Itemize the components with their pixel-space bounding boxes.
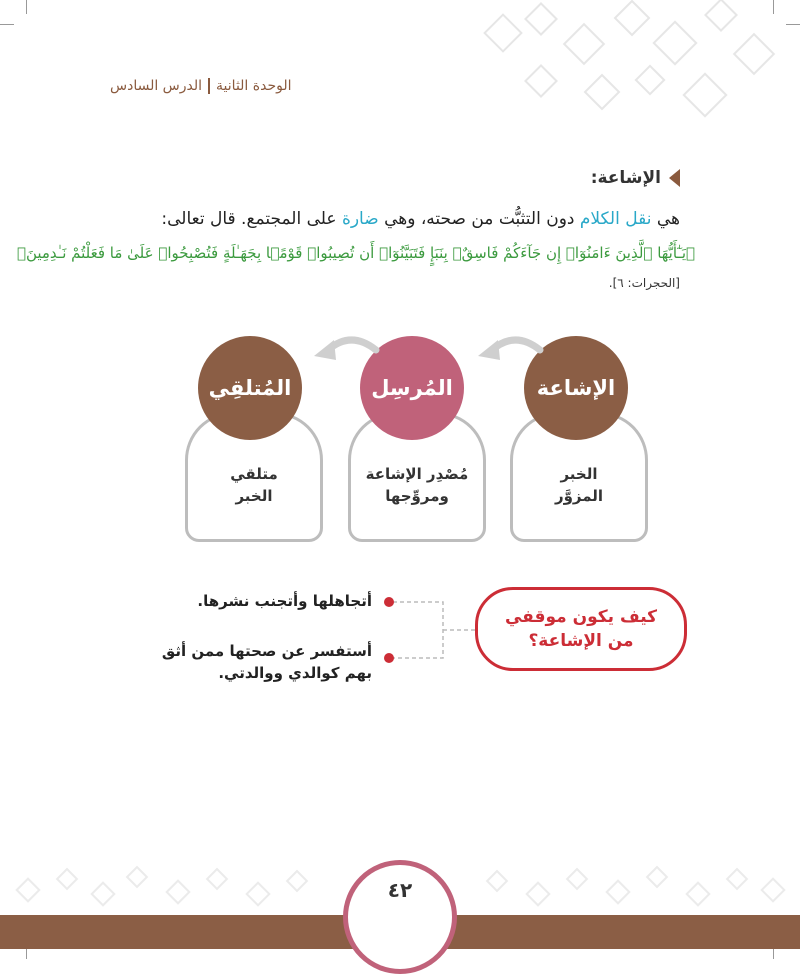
circle-receiver (198, 336, 302, 440)
card-text-line: الخبر (235, 487, 273, 505)
definition-text: على المجتمع. قال تعالى: (161, 209, 342, 229)
header-unit: الوحدة الثانية (216, 78, 292, 94)
question-box (475, 587, 687, 671)
card-text-line: الخبر (560, 465, 598, 483)
circle-receiver-label: المُتلقِي (208, 376, 292, 400)
definition-paragraph (80, 205, 680, 233)
curved-arrow-icon (470, 328, 550, 378)
answer-line: بهم كوالدي ووالدتي. (218, 664, 372, 682)
card-text-line: ومروِّجها (385, 487, 449, 505)
decorative-pattern-top (470, 0, 800, 140)
card-text-line: متلقي (230, 465, 278, 483)
question-line: كيف يكون موقفي (504, 607, 658, 627)
card-rumor-desc (513, 463, 645, 507)
answer-line: أستفسر عن صحتها ممن أثق (161, 642, 372, 660)
card-text-line: المزوَّر (554, 487, 604, 505)
bullet-dot-icon (384, 653, 394, 663)
section-title-text: الإشاعة: (590, 168, 661, 188)
curved-arrow-icon (306, 328, 386, 378)
page-number: ٤٢ (387, 878, 413, 902)
card-receiver-desc (188, 463, 320, 507)
crop-mark (26, 0, 27, 14)
question-line: من الإشاعة؟ (528, 631, 634, 651)
card-sender-desc (351, 463, 483, 507)
answer-item-2 (162, 640, 372, 684)
definition-highlight: نقل الكلام (579, 209, 652, 229)
verse-reference: [الحجرات: ٦]. (608, 276, 680, 290)
answer-line: أتجاهلها وأتجنب نشرها. (197, 592, 372, 610)
circle-sender-label: المُرسِل (371, 376, 453, 400)
definition-text: هي (651, 209, 680, 229)
card-text-line: مُصْدِر الإشاعة (365, 465, 469, 483)
answer-item-1 (197, 590, 372, 612)
header-lesson: الدرس السادس (110, 78, 203, 94)
definition-text: دون التثبُّت من صحته، وهي (378, 209, 580, 229)
answer-connector (388, 596, 480, 666)
section-title (591, 168, 680, 188)
page-header (110, 78, 292, 94)
circle-rumor-label: الإشاعة (536, 376, 616, 400)
definition-highlight: ضارة (341, 209, 379, 229)
header-separator (208, 78, 210, 94)
crop-mark (0, 24, 14, 25)
bullet-dot-icon (384, 597, 394, 607)
section-arrow-icon (669, 169, 680, 187)
quran-verse: ﴿يَـٰٓأَيُّهَا ٱلَّذِينَ ءَامَنُوٓا۟ إِن جَآءَكُمْ فَاسِقٌۢ بِنَبَإٍ فَتَبَيَّنُوٓا۟ أَن تُصِيبُوا۟ قَوْمًۢا بِجَهَـٰلَةٍ فَتُصْبِحُوا۟ عَلَىٰ مَا فَعَلْتُمْ نَـٰدِمِينَ﴾ (16, 244, 695, 262)
